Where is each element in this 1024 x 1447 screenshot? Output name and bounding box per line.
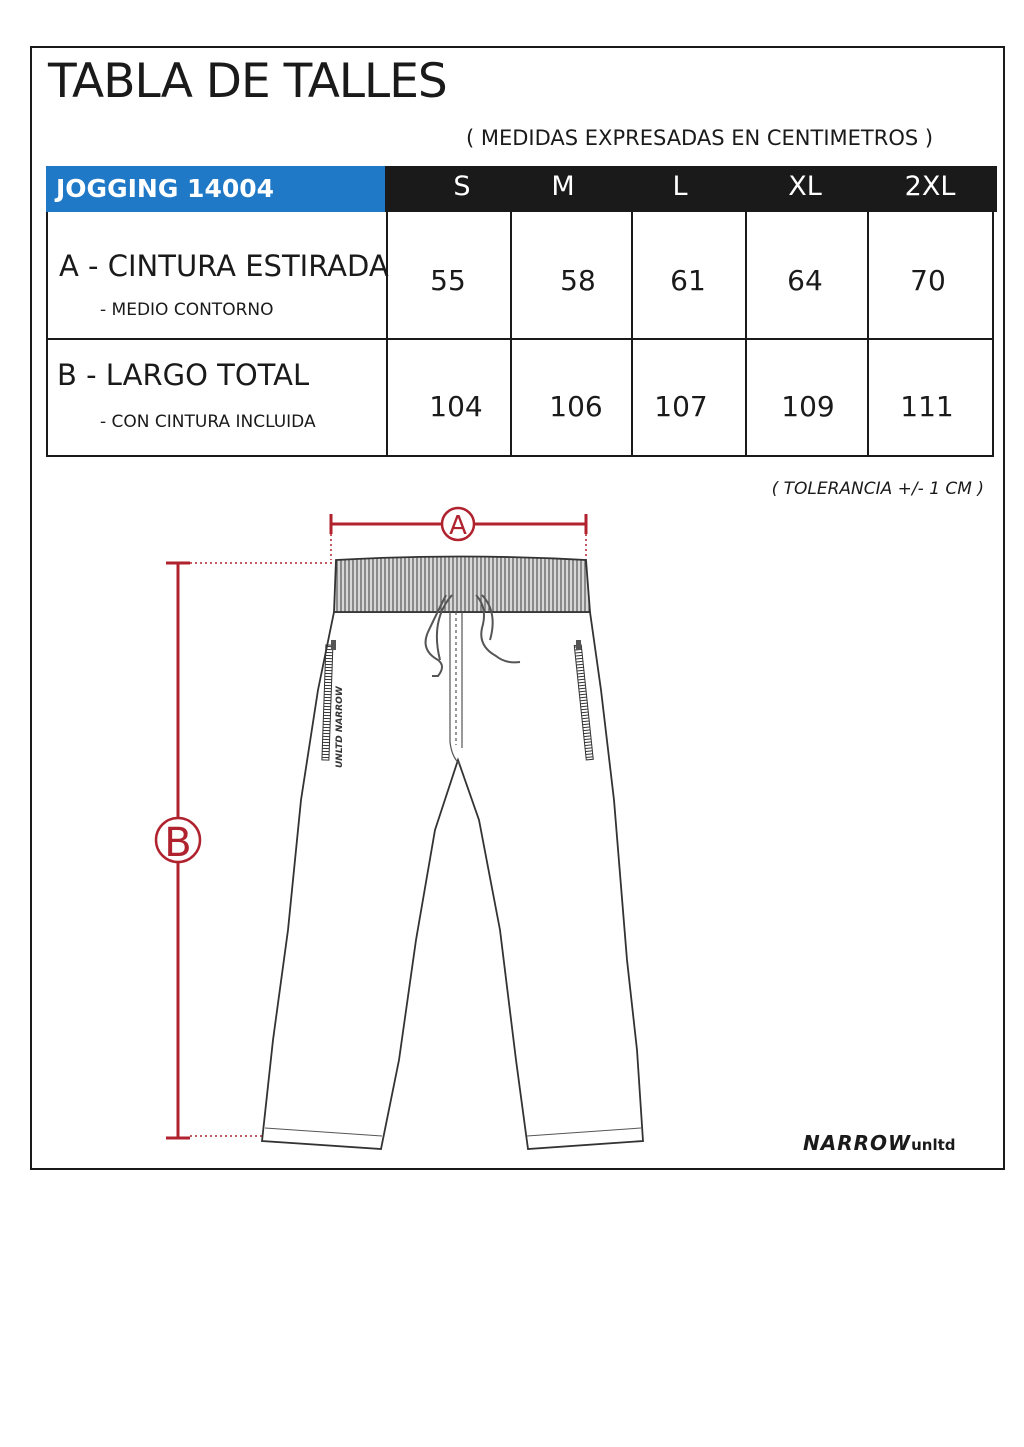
- page-title: TABLA DE TALLES: [48, 54, 447, 109]
- marker-a-label: A: [449, 511, 467, 541]
- size-header-xl: XL: [788, 171, 822, 202]
- row-sublabel-length: - CON CINTURA INCLUIDA: [100, 412, 316, 432]
- row-sublabel-waist: - MEDIO CONTORNO: [100, 300, 274, 320]
- cell-waist-2xl: 70: [910, 264, 946, 297]
- row-label-length: B - LARGO TOTAL: [57, 358, 310, 392]
- cell-waist-m: 58: [560, 264, 596, 297]
- cell-length-s: 104: [429, 390, 483, 423]
- measure-a: [331, 508, 586, 560]
- cell-length-m: 106: [549, 390, 603, 423]
- cell-waist-xl: 64: [787, 264, 823, 297]
- size-header-2xl: 2XL: [904, 171, 956, 202]
- cell-length-l: 107: [654, 390, 708, 423]
- cell-waist-l: 61: [670, 264, 706, 297]
- units-note: ( MEDIDAS EXPRESADAS EN CENTIMETROS ): [466, 126, 934, 150]
- size-header-m: M: [551, 171, 575, 202]
- brand-name: NARROW: [803, 1131, 912, 1155]
- size-header-s: S: [453, 171, 471, 202]
- tolerance-note: ( TOLERANCIA +/- 1 CM ): [771, 479, 984, 499]
- brand-suffix: unltd: [911, 1136, 956, 1154]
- brand-logo: [803, 1131, 956, 1155]
- model-header: JOGGING 14004: [46, 166, 385, 212]
- cell-length-2xl: 111: [900, 390, 954, 423]
- cell-length-xl: 109: [781, 390, 835, 423]
- waistband: [334, 557, 590, 613]
- garment-print: UNLTD NARROW: [335, 686, 345, 768]
- row-label-waist: A - CINTURA ESTIRADA: [59, 249, 389, 283]
- size-header-l: L: [672, 171, 688, 202]
- marker-b-label: B: [164, 820, 192, 866]
- cell-waist-s: 55: [430, 264, 466, 297]
